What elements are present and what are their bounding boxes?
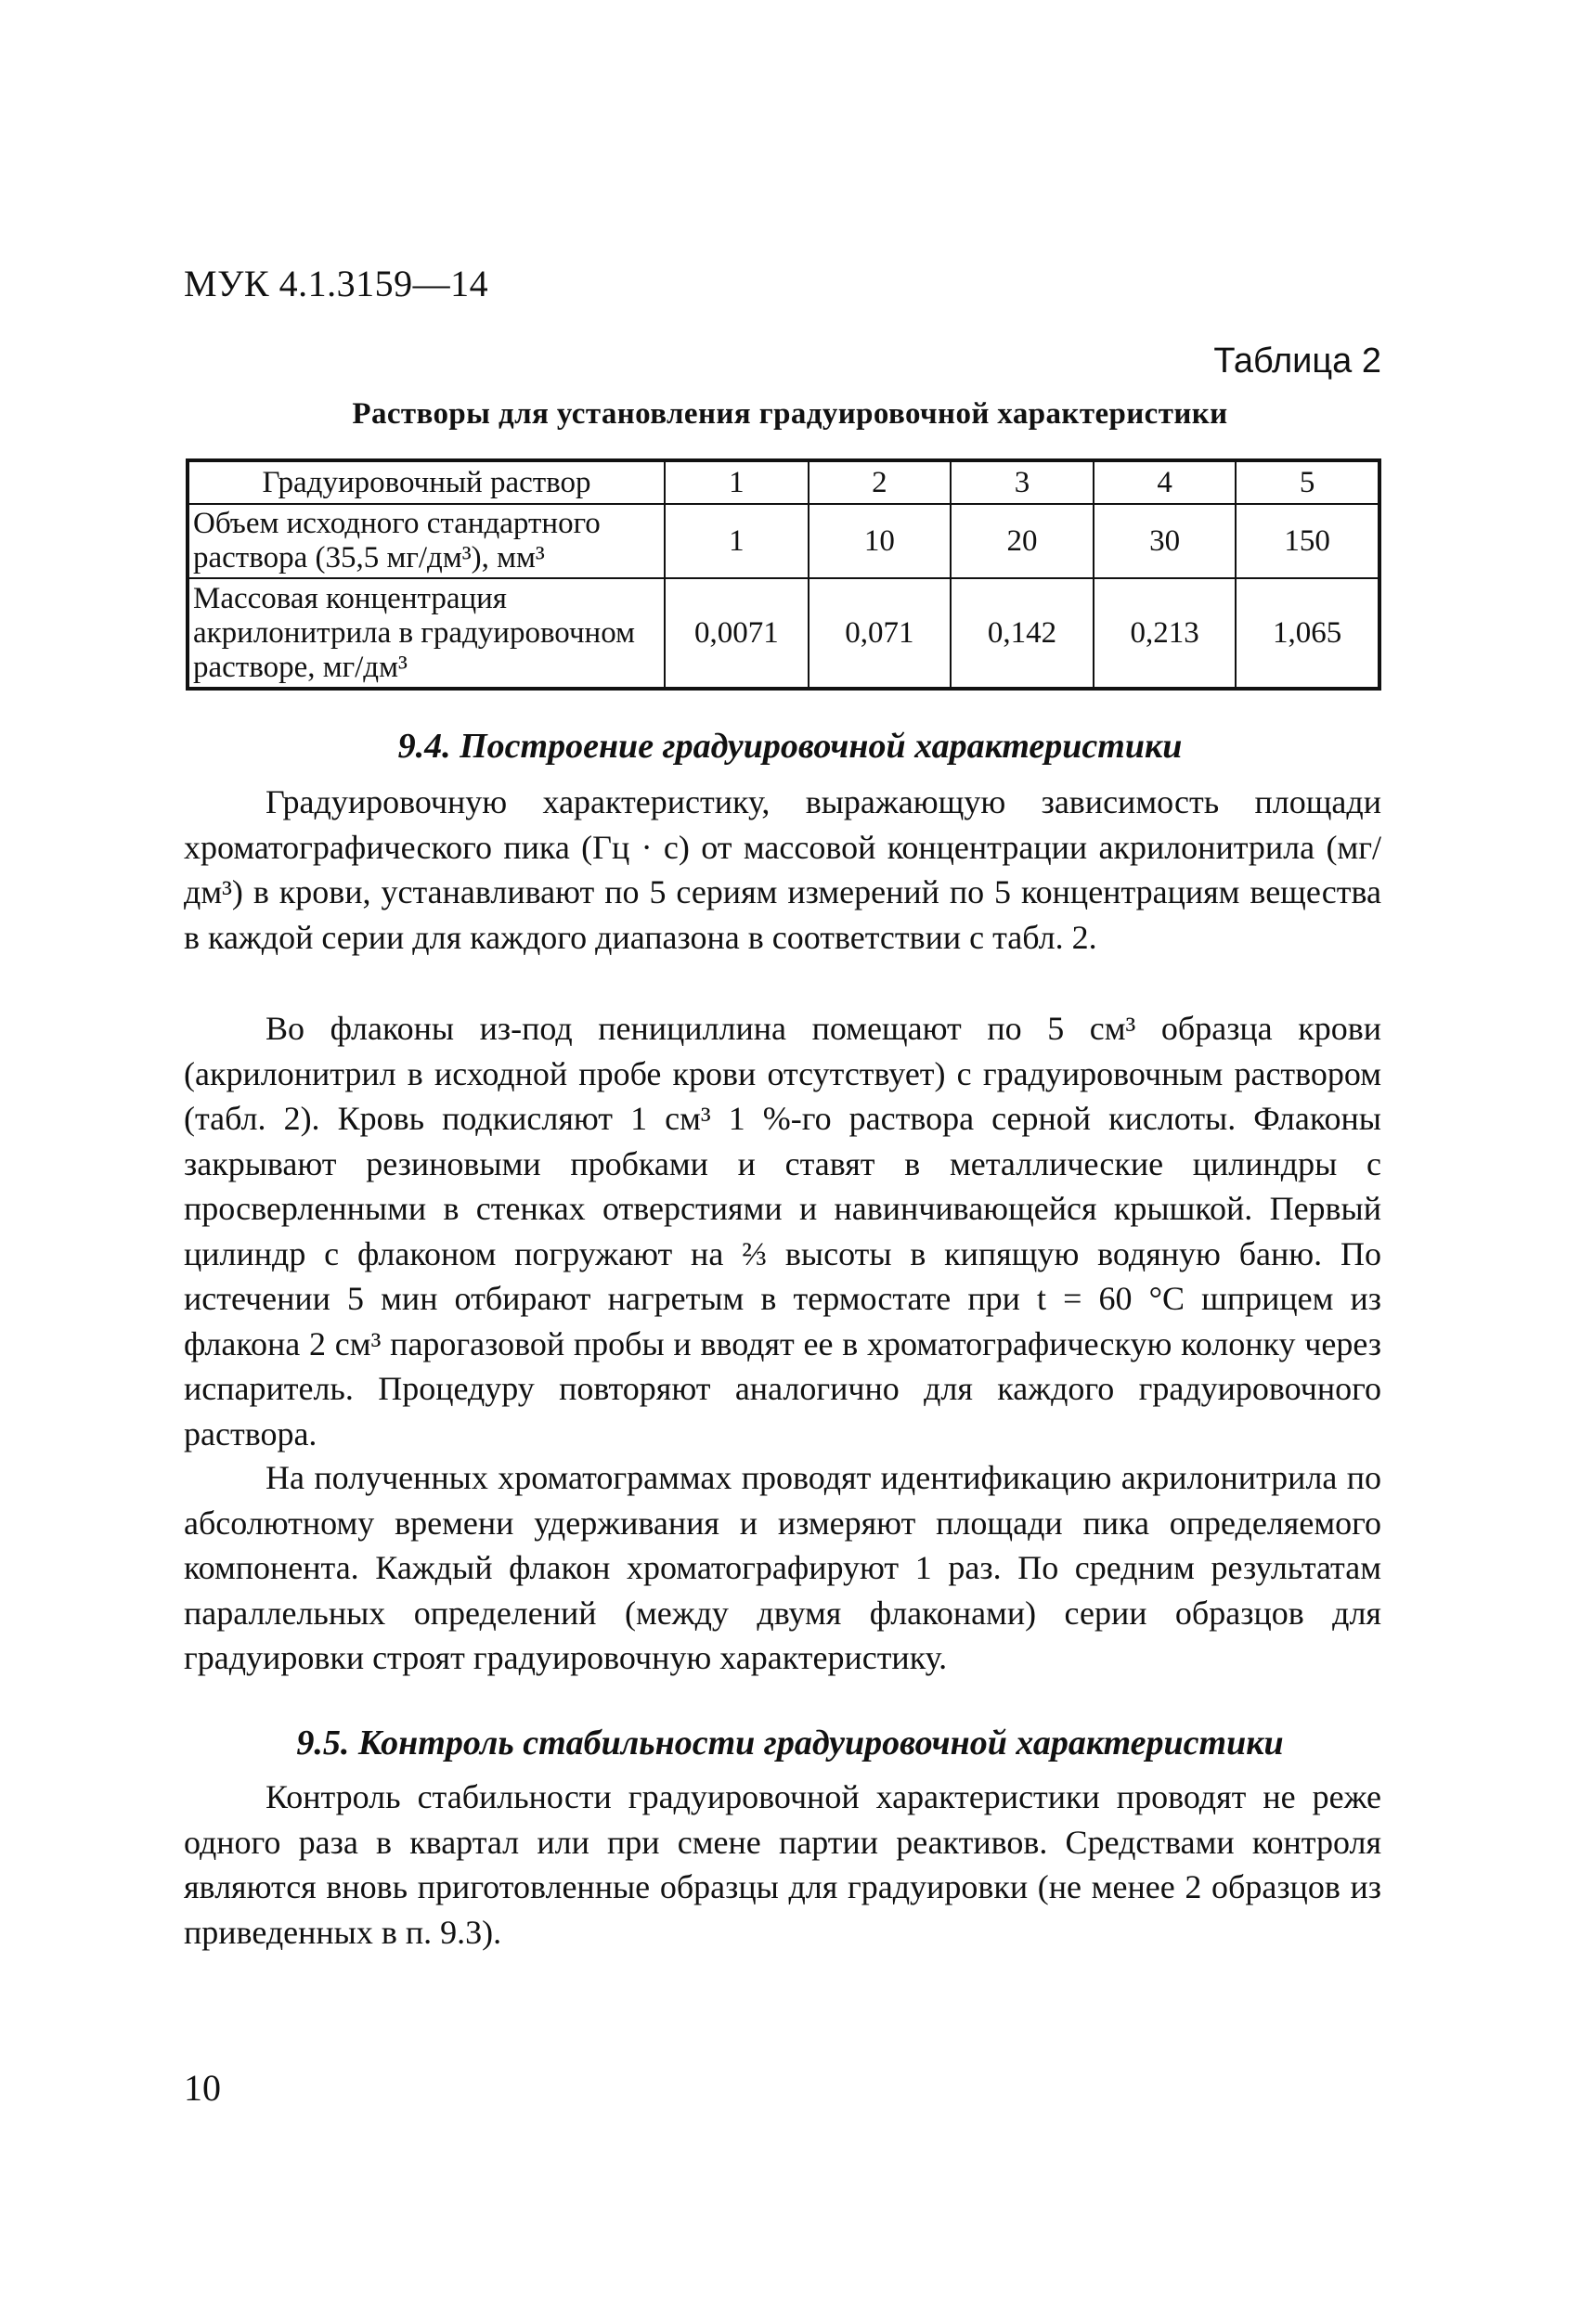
table-cell: 150 bbox=[1236, 504, 1379, 578]
table-cell: 0,0071 bbox=[665, 578, 809, 689]
table-cell: 0,213 bbox=[1094, 578, 1237, 689]
section-9-4-title: 9.4. Построение градуировочной характеристики bbox=[397, 727, 1183, 766]
table-header-row bbox=[188, 460, 1379, 504]
section-9-4-paragraph: На полученных хроматограммах проводят идентификацию акрилонитрила по абсолютному времени удерживания и измеряют площади пика определяемого компонента. Каждый флакон хроматографируют 1 раз. По средним результатам параллельных определений (между двумя флаконами) серии образцов для градуировки строят градуировочную характеристику. bbox=[184, 1459, 1381, 1676]
table-header-cell: 5 bbox=[1236, 460, 1379, 504]
document-code: МУК 4.1.3159—14 bbox=[184, 263, 489, 304]
table-cell: 10 bbox=[809, 504, 952, 578]
table-cell: 0,142 bbox=[951, 578, 1094, 689]
section-9-5-paragraph: Контроль стабильности градуировочной характеристики проводят не реже одного раза в квартал или при смене партии реактивов. Средствами контроля являются вновь приготовленные образцы для градуировки (не менее 2 образцов из приведенных в п. 9.3). bbox=[184, 1778, 1381, 1951]
table-cell: 30 bbox=[1094, 504, 1237, 578]
table-cell: 0,071 bbox=[809, 578, 952, 689]
page-number: 10 bbox=[184, 2067, 221, 2109]
table-title: Растворы для установления градуировочной характеристики bbox=[352, 397, 1228, 431]
table-row bbox=[188, 504, 1379, 578]
section-9-4-paragraph: Во флаконы из-под пенициллина помещают по 5 см³ образца крови (акрилонитрил в исходной пробе крови отсутствует) с градуировочным раствором (табл. 2). Кровь подкисляют 1 см³ 1 %-го раствора серной кислоты. Флаконы закрывают резиновыми пробками и ставят в металлические цилиндры с просверленными в стенках отверстиями и навинчивающейся крышкой. Первый цилиндр с флаконом погружают на ⅔ высоты в кипящую водяную баню. По истечении 5 мин отбирают нагретым в термостате при t = 60 °С шприцем из флакона 2 см³ парогазовой пробы и вводят ее в хроматографическую колонку через испаритель. Процедуру повторяют аналогично для каждого градуировочного раствора. bbox=[184, 1010, 1381, 1452]
table-header-cell: 2 bbox=[809, 460, 952, 504]
table-row-label: Объем исходного стандартного раствора (35,5 мг/дм³), мм³ bbox=[188, 504, 665, 578]
table-cell: 1 bbox=[665, 504, 809, 578]
table-header-cell: 4 bbox=[1094, 460, 1237, 504]
section-9-4-paragraph: Градуировочную характеристику, выражающую зависимость площади хроматографического пика (Гц · с) от массовой концентрации акрилонитрила (мг/дм³) в крови, устанавливают по 5 сериям измерений по 5 концентрациям вещества в каждой серии для каждого диапазона в соответствии с табл. 2. bbox=[184, 783, 1381, 956]
calibration-table bbox=[186, 458, 1381, 691]
table-cell: 20 bbox=[951, 504, 1094, 578]
table-row-label: Массовая концентрация акрилонитрила в градуировочном растворе, мг/дм³ bbox=[188, 578, 665, 689]
section-9-5-title: 9.5. Контроль стабильности градуировочной характеристики bbox=[296, 1724, 1284, 1762]
table-header-cell: 3 bbox=[951, 460, 1094, 504]
table-header-label: Градуировочный раствор bbox=[188, 460, 665, 504]
table-header-cell: 1 bbox=[665, 460, 809, 504]
table-row bbox=[188, 578, 1379, 689]
table-cell: 1,065 bbox=[1236, 578, 1379, 689]
table-label: Таблица 2 bbox=[1213, 342, 1381, 381]
